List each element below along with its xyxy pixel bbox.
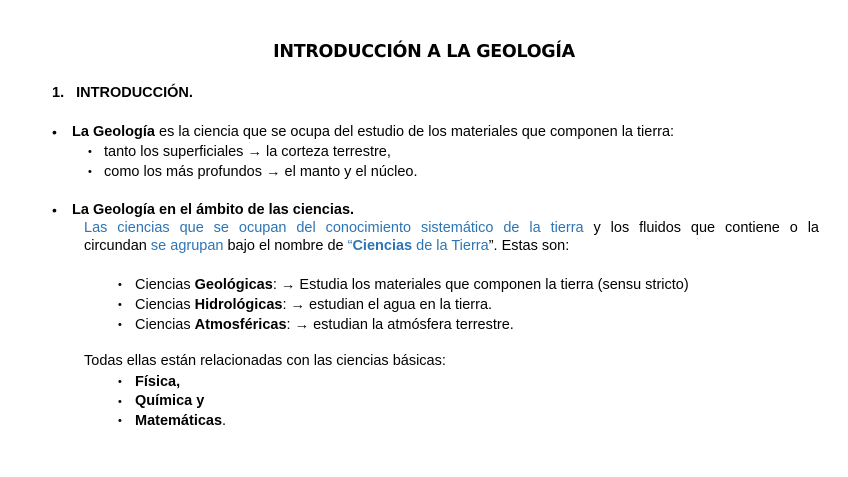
basics-item-label: Química y <box>135 393 205 409</box>
list-item-prefix: Ciencias <box>135 297 195 313</box>
basics-item-quimica <box>135 392 204 410</box>
bullet-bold-term: La Geología <box>72 124 155 140</box>
basics-item-suffix: . <box>222 413 227 429</box>
list-item-colon: : <box>282 297 287 313</box>
sub-bullet-tail: el manto y el núcleo. <box>280 164 418 180</box>
bullet-marker: • <box>52 202 57 218</box>
sub-bullet-text: como los más profundos <box>104 164 262 180</box>
sub-bullet-marker: • <box>118 396 122 408</box>
list-item-hidrologicas <box>135 296 492 314</box>
basics-item-label: Física, <box>135 374 181 390</box>
page-title: INTRODUCCIÓN A LA GEOLOGÍA <box>273 42 575 62</box>
basics-item-fisica <box>135 373 180 391</box>
bullet-geologia-definition <box>72 123 674 141</box>
bullet-ambito-heading <box>72 201 354 219</box>
section-title: INTRODUCCIÓN. <box>76 85 193 101</box>
basics-item-label: Matemáticas <box>135 413 223 429</box>
sub-bullet-marker: • <box>88 146 92 158</box>
sub-bullet-tail: la corteza terrestre, <box>261 144 391 160</box>
quote-mark: “ <box>347 238 353 254</box>
arrow-icon: → <box>290 297 306 313</box>
sub-bullet-marker: • <box>118 319 122 331</box>
sub-bullet-marker: • <box>88 166 92 178</box>
list-item-bold: Atmosféricas <box>194 317 287 333</box>
bullet-bold-term: La Geología en el ámbito de las ciencias. <box>72 202 355 218</box>
list-item-desc: estudian el agua en la tierra. <box>305 297 493 313</box>
paragraph-line-1 <box>84 219 819 237</box>
bullet-marker: • <box>52 124 57 140</box>
highlighted-text: se agrupan <box>150 238 224 254</box>
list-item-colon: : <box>272 277 277 293</box>
list-item-geologicas <box>135 276 689 294</box>
list-item-prefix: Ciencias <box>135 277 195 293</box>
arrow-icon: → <box>280 277 296 293</box>
sub-bullet-text: tanto los superficiales <box>104 144 244 160</box>
list-item-colon: : <box>286 317 291 333</box>
sub-bullet-marker: • <box>118 415 122 427</box>
highlighted-term: Ciencias <box>352 238 413 254</box>
arrow-icon: → <box>294 317 310 333</box>
sub-bullet-profundos <box>104 163 418 181</box>
highlighted-term: de la Tierra <box>412 238 489 254</box>
paragraph-text: ”. Estas son: <box>488 238 570 254</box>
list-item-bold: Hidrológicas <box>194 297 283 313</box>
section-heading <box>52 85 193 101</box>
paragraph-text: bajo el nombre de <box>223 238 348 254</box>
highlighted-text: Las ciencias que se ocupan del conocimiento sistemático de la tierra <box>84 220 584 236</box>
list-item-bold: Geológicas <box>194 277 273 293</box>
basics-item-matematicas <box>135 412 226 430</box>
list-item-prefix: Ciencias <box>135 317 195 333</box>
list-item-desc: estudian la atmósfera terrestre. <box>309 317 514 333</box>
arrow-icon: → <box>247 144 262 160</box>
paragraph-text: y los fluidos que contiene o la <box>583 220 820 236</box>
basics-intro: Todas ellas están relacionadas con las ciencias básicas: <box>84 353 446 369</box>
section-number: 1. <box>52 85 65 101</box>
sub-bullet-superficiales <box>104 143 391 161</box>
sub-bullet-marker: • <box>118 376 122 388</box>
list-item-desc: Estudia los materiales que componen la tierra (sensu stricto) <box>295 277 689 293</box>
list-item-atmosfericas <box>135 316 514 334</box>
sub-bullet-marker: • <box>118 299 122 311</box>
paragraph-line-2 <box>84 237 569 255</box>
paragraph-text: circundan <box>84 238 151 254</box>
bullet-text: es la ciencia que se ocupa del estudio de los materiales que componen la tierra: <box>155 124 675 140</box>
sub-bullet-marker: • <box>118 279 122 291</box>
arrow-icon: → <box>266 164 281 180</box>
